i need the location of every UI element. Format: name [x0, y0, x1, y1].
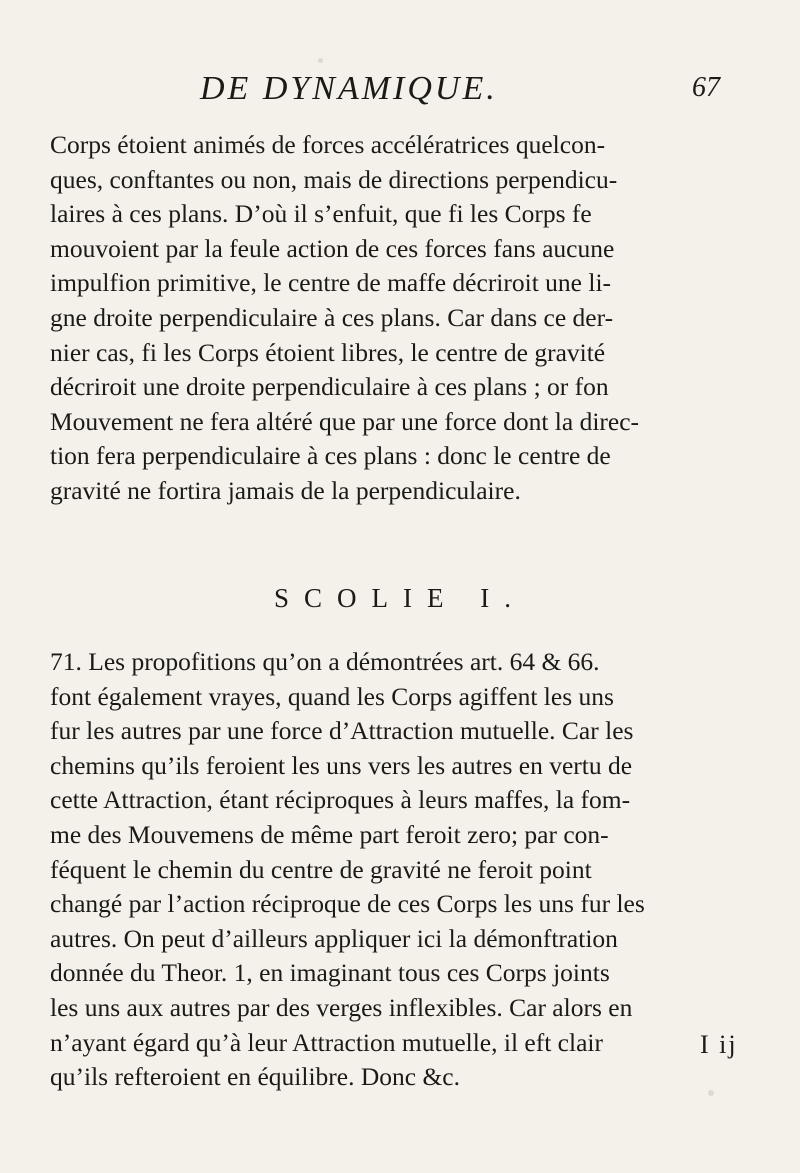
text-line: les uns aux autres par des verges inflexibles. Car alors en	[50, 992, 633, 1022]
text-line: Mouvement ne fera altéré que par une force dont la direc-	[50, 406, 640, 436]
paper-spot	[72, 490, 76, 494]
text-line: féquent le chemin du centre de gravité ne feroit point	[50, 854, 592, 884]
paragraph-2	[50, 645, 750, 1095]
section-heading: SCOLIE I.	[274, 583, 526, 613]
text-line: ques, conftantes ou non, mais de directions perpendicu-	[50, 164, 618, 194]
text-line: n’ayant égard qu’à leur Attraction mutuelle, il eft clair	[50, 1027, 603, 1057]
text-line: font également vrayes, quand les Corps agiffent les uns	[50, 681, 614, 711]
text-line: impulfion primitive, le centre de maffe décriroit une li-	[50, 268, 612, 298]
text-line: qu’ils refteroient en équilibre. Donc &c.	[50, 1062, 460, 1092]
text-line: laires à ces plans. D’où il s’enfuit, que fi les Corps fe	[50, 199, 592, 229]
text-line: gravité ne fortira jamais de la perpendiculaire.	[50, 475, 521, 505]
text-line: Corps étoient animés de forces accélératrices quelcon-	[50, 130, 606, 159]
text-line: donnée du Theor. 1, en imaginant tous ces Corps joints	[50, 958, 610, 988]
running-header	[200, 70, 720, 110]
page-number: 67	[692, 72, 720, 103]
paragraph-1	[50, 128, 750, 509]
text-line: gne droite perpendiculaire à ces plans. Car dans ce der-	[50, 302, 614, 332]
text-line: mouvoient par la feule action de ces forces fans aucune	[50, 233, 615, 263]
text-line: tion fera perpendiculaire à ces plans : donc le centre de	[50, 441, 611, 471]
paper-spot	[708, 1090, 714, 1096]
text-line: 71. Les propofitions qu’on a démontrées art. 64 & 66.	[50, 647, 600, 676]
text-line: décriroit une droite perpendiculaire à ces plans ; or fon	[50, 372, 609, 402]
signature-mark: I ij	[700, 1030, 738, 1059]
text-line: cette Attraction, étant réciproques à leurs maffes, la fom-	[50, 785, 631, 815]
text-line: fur les autres par une force d’Attraction mutuelle. Car les	[50, 716, 634, 746]
text-line: me des Mouvemens de même part feroit zero; par con-	[50, 819, 609, 849]
text-line: nier cas, fi les Corps étoient libres, le centre de gravité	[50, 337, 606, 367]
text-line: changé par l’action réciproque de ces Corps les uns fur les	[50, 889, 645, 919]
text-line: chemins qu’ils feroient les uns vers les autres en vertu de	[50, 750, 633, 780]
running-title: DE DYNAMIQUE.	[200, 70, 498, 107]
paper-spot	[318, 58, 323, 63]
text-line: autres. On peut d’ailleurs appliquer ici la démonftration	[50, 923, 618, 953]
